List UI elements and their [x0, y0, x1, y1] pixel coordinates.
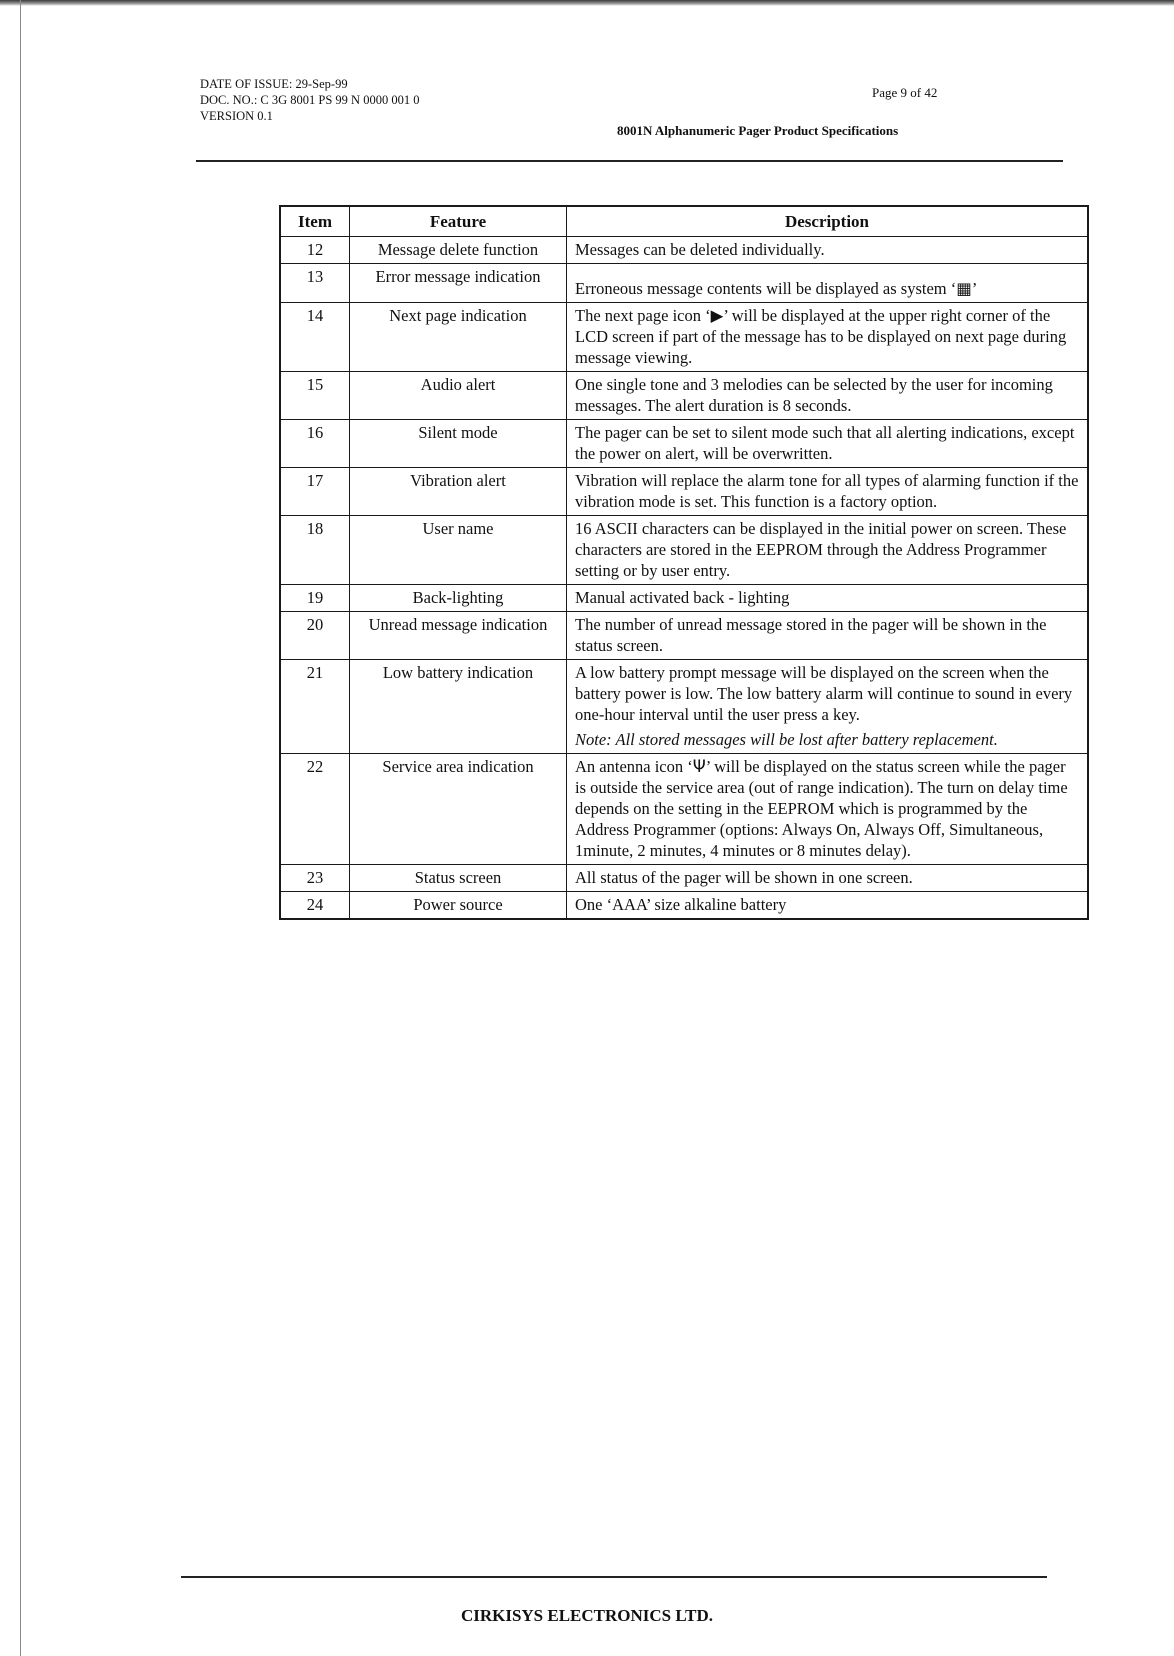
header-divider — [196, 160, 1063, 162]
scan-edge-left — [20, 0, 21, 1656]
feature-description: The pager can be set to silent mode such that all alerting indications, except the power on alert, will be overwritten. — [567, 420, 1089, 468]
description-text: ’ — [971, 279, 978, 298]
footer-divider — [181, 1576, 1047, 1578]
table-row — [280, 585, 1088, 612]
header-feature: Feature — [350, 206, 567, 237]
date-of-issue: DATE OF ISSUE: 29-Sep-99 — [200, 77, 348, 91]
feature-description — [567, 303, 1089, 372]
feature-description: 16 ASCII characters can be displayed in the initial power on screen. These characters are stored in the EEPROM through the Address Programmer setting or by user entry. — [567, 516, 1089, 585]
table-row — [280, 660, 1088, 754]
description-text: ’ will be displayed on the status screen while the pager is outside the service area (out of range indication). The turn on delay time depends on the setting in the EEPROM which is programmed by the Address Programmer (options: Always On, Always Off, Simultaneous, 1minute, 2 minutes, 4 minutes or 8 minutes delay). — [575, 757, 1068, 860]
feature-name: Error message indication — [350, 264, 567, 303]
feature-name: Service area indication — [350, 754, 567, 865]
feature-name: Back-lighting — [350, 585, 567, 612]
feature-name: Low battery indication — [350, 660, 567, 754]
specification-table — [279, 205, 1089, 920]
table-row — [280, 865, 1088, 892]
item-number: 14 — [280, 303, 350, 372]
feature-name: User name — [350, 516, 567, 585]
table-row — [280, 754, 1088, 865]
item-number: 13 — [280, 264, 350, 303]
feature-name: Vibration alert — [350, 468, 567, 516]
item-number: 19 — [280, 585, 350, 612]
feature-name: Status screen — [350, 865, 567, 892]
feature-description: The number of unread message stored in the pager will be shown in the status screen. — [567, 612, 1089, 660]
description-text: Erroneous message contents will be displayed as system ‘ — [575, 279, 957, 298]
description-text: ’ will be displayed at the upper right corner of the LCD screen if part of the message has to be displayed on next page during message viewing. — [575, 306, 1067, 367]
item-number: 21 — [280, 660, 350, 754]
item-number: 22 — [280, 754, 350, 865]
description-text: A low battery prompt message will be displayed on the screen when the battery power is low. The low battery alarm will continue to sound in every one-hour interval until the user press a key. — [575, 663, 1073, 724]
description-note: Note: All stored messages will be lost after battery replacement. — [575, 730, 998, 749]
feature-description: One ‘AAA’ size alkaline battery — [567, 892, 1089, 920]
feature-description: All status of the pager will be shown in one screen. — [567, 865, 1089, 892]
feature-name: Unread message indication — [350, 612, 567, 660]
feature-name: Message delete function — [350, 237, 567, 264]
item-number: 23 — [280, 865, 350, 892]
feature-description: Messages can be deleted individually. — [567, 237, 1089, 264]
table-row — [280, 612, 1088, 660]
feature-name: Silent mode — [350, 420, 567, 468]
company-footer: CIRKISYS ELECTRONICS LTD. — [460, 1606, 714, 1625]
document-header-info — [200, 76, 419, 124]
feature-name: Power source — [350, 892, 567, 920]
feature-description — [567, 264, 1089, 303]
table-row — [280, 237, 1088, 264]
version: VERSION 0.1 — [200, 109, 273, 123]
item-number: 16 — [280, 420, 350, 468]
item-number: 12 — [280, 237, 350, 264]
table-row — [280, 892, 1088, 920]
item-number: 18 — [280, 516, 350, 585]
table-row — [280, 264, 1088, 303]
feature-description — [567, 754, 1089, 865]
feature-description: One single tone and 3 melodies can be selected by the user for incoming messages. The alert duration is 8 seconds. — [567, 372, 1089, 420]
feature-name: Next page indication — [350, 303, 567, 372]
page-number: Page 9 of 42 — [872, 85, 938, 100]
table-row — [280, 372, 1088, 420]
scan-edge-top — [0, 0, 1174, 6]
table-header-row — [280, 206, 1088, 237]
description-text: The next page icon ‘ — [575, 306, 711, 325]
item-number: 20 — [280, 612, 350, 660]
item-number: 24 — [280, 892, 350, 920]
header-item: Item — [280, 206, 350, 237]
next-page-arrow-icon: ▶ — [710, 306, 724, 325]
table-row — [280, 468, 1088, 516]
document-number: DOC. NO.: C 3G 8001 PS 99 N 0000 001 0 — [200, 93, 420, 107]
document-title: 8001N Alphanumeric Pager Product Specifications — [617, 123, 899, 138]
antenna-icon: Ψ — [692, 757, 706, 776]
table-row — [280, 420, 1088, 468]
feature-description — [567, 660, 1089, 754]
header-description: Description — [567, 206, 1089, 237]
description-text: An antenna icon ‘ — [575, 757, 693, 776]
feature-description: Manual activated back - lighting — [567, 585, 1089, 612]
item-number: 15 — [280, 372, 350, 420]
system-character-icon: ▦ — [956, 279, 972, 298]
table-row — [280, 516, 1088, 585]
item-number: 17 — [280, 468, 350, 516]
feature-name: Audio alert — [350, 372, 567, 420]
feature-description: Vibration will replace the alarm tone for all types of alarming function if the vibration mode is set. This function is a factory option. — [567, 468, 1089, 516]
table-row — [280, 303, 1088, 372]
